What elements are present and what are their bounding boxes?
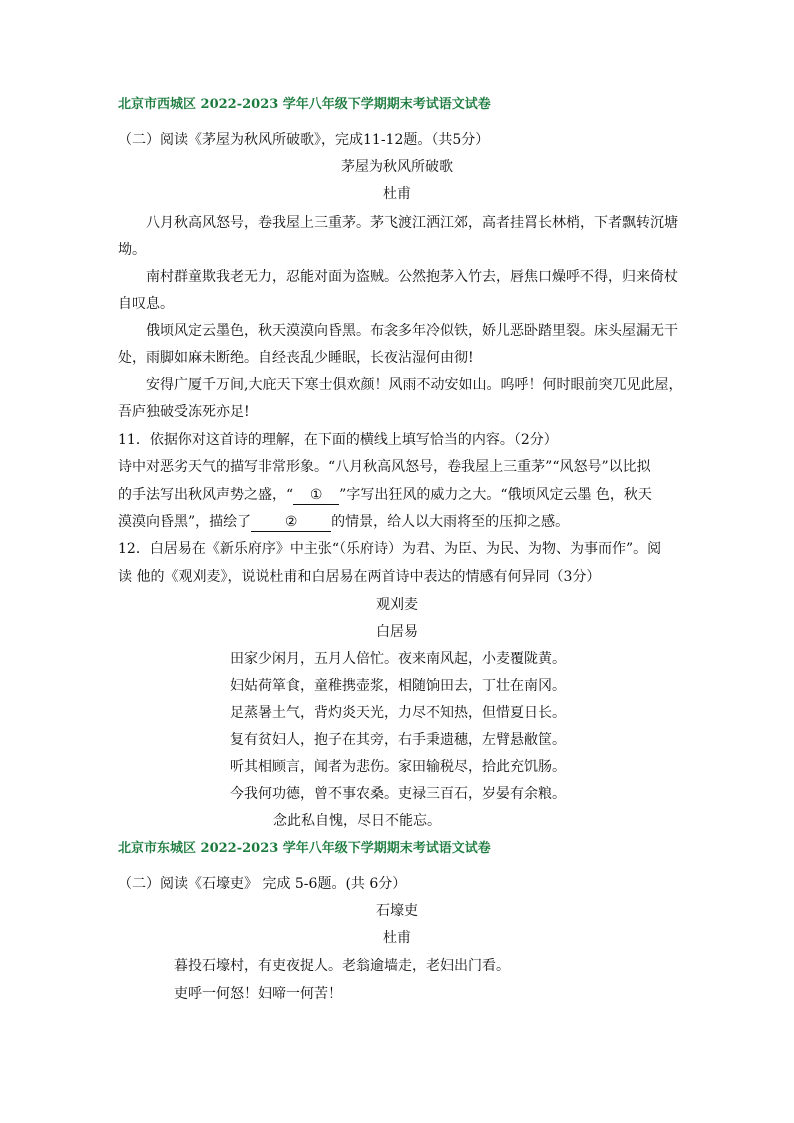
question-11-text-part: 的手法写出秋风声势之盛，“ [118, 487, 294, 503]
answer-blank-2[interactable]: ② [251, 513, 331, 532]
question-11-stem: 11．依据你对这首诗的理解，在下面的横线上填写恰当的内容。（2分） [118, 432, 558, 448]
poem-line: 俄顷风定云墨色，秋天漠漠向昏黑。布衾多年冷似铁，娇儿恶卧踏里裂。床头屋漏无干 [146, 323, 678, 339]
poem-line: 暮投石壕村，有吏夜捉人。老翁逾墙走，老妇出门看。 [174, 958, 510, 974]
question-11-text-part: ”字写出狂风的威力之大。“俄顷风定云墨 色，秋天 [339, 487, 652, 503]
question-12-text: 读 他的《观刈麦》，说说杜甫和白居易在两首诗中表达的情感有何异同（3分） [118, 569, 601, 585]
poem-author: 杜甫 [383, 186, 411, 202]
question-11-text-part: 的情景，给人以大雨将至的压抑之感。 [331, 514, 570, 530]
question-11-text [118, 486, 652, 505]
poem-title: 茅屋为秋风所破歌 [341, 159, 453, 175]
poem2-title: 观刈麦 [376, 597, 418, 613]
section-heading-dongcheng: 北京市东城区 2022-2023 学年八年级下学期期末考试语文试卷 [118, 841, 491, 856]
poem-title: 石壕吏 [376, 903, 418, 919]
section-heading-xicheng: 北京市西城区 2022-2023 学年八年级下学期期末考试语文试卷 [118, 97, 491, 112]
poem2-line: 田家少闲月，五月人倍忙。夜来南风起，小麦覆陇黄。 [230, 651, 566, 667]
poem-line: 坳。 [118, 242, 146, 258]
poem2-line: 足蒸暑土气，背灼炎天光，力尽不知热，但惜夏日长。 [230, 705, 566, 721]
poem-line: 南村群童欺我老无力，忍能对面为盗贼。公然抱茅入竹去，唇焦口燥呼不得，归来倚杖 [146, 269, 678, 285]
poem2-line: 妇姑荷箪食，童稚携壶浆，相随饷田去，丁壮在南冈。 [230, 678, 566, 694]
poem-line: 安得广厦千万间,大庇天下寒士俱欢颜！风雨不动安如山。呜呼！何时眼前突兀见此屋， [146, 377, 683, 393]
reading-instruction: （二）阅读《石壕吏》 完成 5-6题。(共 6分） [118, 876, 407, 892]
poem-line: 自叹息。 [118, 296, 174, 312]
poem2-line: 今我何功德，曾不事农桑。吏禄三百石，岁晏有余粮。 [230, 786, 566, 802]
question-11-text: 诗中对恶劣天气的描写非常形象。“八月秋高风怒号，卷我屋上三重茅”“风怒号”以比拟 [118, 459, 651, 475]
poem2-author: 白居易 [376, 624, 418, 640]
poem-line: 八月秋高风怒号，卷我屋上三重茅。茅飞渡江洒江郊，高者挂罥长林梢，下者飘转沉塘 [146, 215, 678, 231]
answer-blank-1[interactable]: ① [293, 486, 339, 505]
poem2-line: 复有贫妇人，抱子在其旁，右手秉遗穗，左臂悬敝筐。 [230, 732, 566, 748]
poem-line: 吏呼一何怒！妇啼一何苦！ [174, 986, 342, 1002]
reading-instruction: （二）阅读《茅屋为秋风所破歌》，完成11-12题。（共5分） [118, 132, 490, 148]
question-11-text [118, 513, 569, 532]
question-12-text: 12．白居易在《新乐府序》中主张“（乐府诗）为君、为臣、为民、为物、为事而作”。阅 [118, 541, 662, 557]
poem-author: 杜甫 [383, 930, 411, 946]
poem2-line: 念此私自愧，尽日不能忘。 [273, 813, 441, 829]
poem-line: 处，雨脚如麻未断绝。自经丧乱少睡眠，长夜沾湿何由彻! [118, 350, 474, 366]
poem2-line: 听其相顾言，闻者为悲伤。家田输税尽，拾此充饥肠。 [230, 759, 566, 775]
question-11-text-part: 漠漠向昏黑”，描绘了 [118, 514, 252, 530]
poem-line: 吾庐独破受冻死亦足! [118, 404, 250, 420]
